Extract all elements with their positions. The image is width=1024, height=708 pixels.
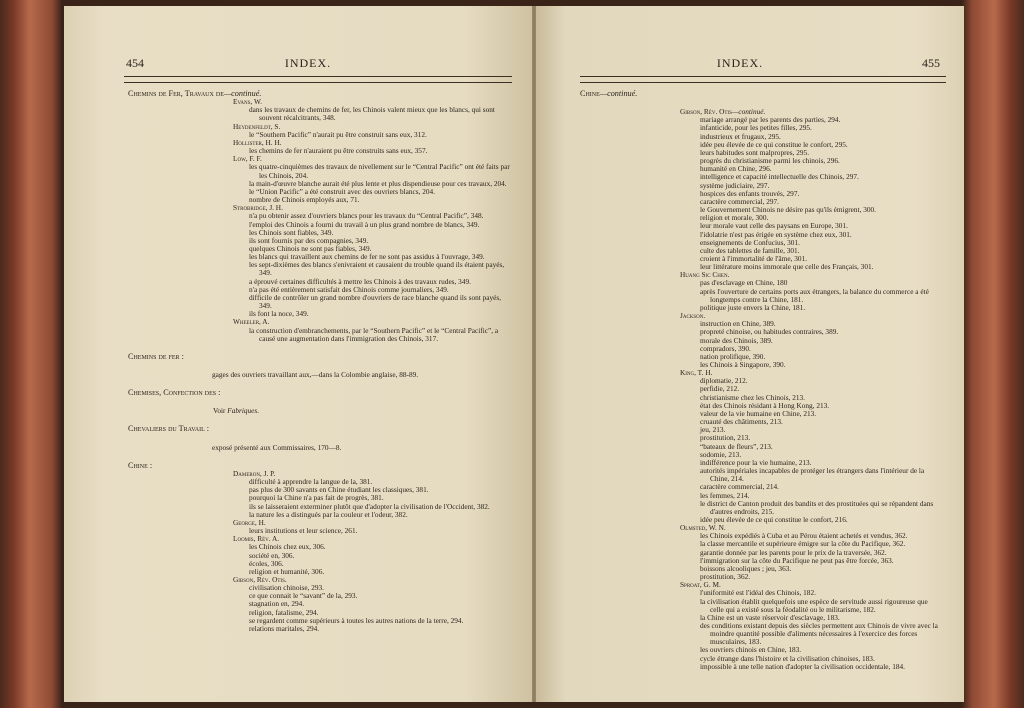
index-subentry: pourquoi la Chine n'a pas fait de progrès, 381. bbox=[249, 493, 384, 503]
index-subentry: a éprouvé certaines difficultés à mettre les Chinois à des travaux rudes, 349. bbox=[249, 276, 471, 286]
spacer bbox=[128, 397, 512, 407]
index-subentry: politique juste envers la Chine, 181. bbox=[700, 302, 806, 312]
index-subentry: propreté chinoise, ou habitudes contraires, 389. bbox=[700, 327, 839, 337]
index-subentry: leur morale vaut celle des paysans en Europe, 301. bbox=[700, 221, 848, 231]
index-entry-name: Jackson. bbox=[680, 311, 706, 321]
index-subentry: le “Union Pacific” a été construit avec des ouvriers blancs, 204. bbox=[249, 186, 436, 196]
entry-name-text: Gibson, Rév. Otis bbox=[680, 107, 732, 117]
index-subentry: relations maritales, 294. bbox=[249, 623, 320, 633]
index-subentry: se regardent comme supérieurs à toutes les autres nations de la terre, 294. bbox=[249, 615, 464, 625]
index-subentry: les chemins de fer n'auraient pu être construits sans eux, 357. bbox=[249, 146, 428, 156]
left-running-title: INDEX. bbox=[284, 56, 332, 70]
index-subentry: compradors, 390. bbox=[700, 343, 751, 353]
index-entry-name: Hollister, H. H. bbox=[233, 137, 282, 147]
index-subentry: perfidie, 212. bbox=[700, 384, 740, 394]
spacer bbox=[128, 452, 512, 462]
index-subentry: après l'ouverture de certains ports aux étrangers, la balance du commerce a été longtemps contre la Chine, 181. bbox=[700, 286, 929, 304]
index-subentry: caractère commercial, 214. bbox=[700, 482, 780, 492]
index-subentry: cycle étrange dans l'histoire et la civilisation chinoises, 183. bbox=[700, 653, 875, 663]
right-header-rule bbox=[580, 76, 946, 83]
index-subentry: quelques Chinois ne sont pas fiables, 349. bbox=[249, 243, 372, 253]
left-page bbox=[64, 6, 532, 702]
index-subentry: pas d'esclavage en Chine, 180 bbox=[700, 278, 788, 288]
index-subentry: l'emploi des Chinois a fourni du travail à un plus grand nombre de blancs, 349. bbox=[249, 219, 480, 229]
index-entry-name: Sproat, G. M. bbox=[680, 580, 721, 590]
index-subentry: la Chine est un vaste réservoir d'esclavage, 183. bbox=[700, 612, 840, 622]
index-subentry: les Chinois expédiés à Cuba et au Pérou étaient achetés et vendus, 362. bbox=[700, 531, 908, 541]
index-subentry: n'a pas été entièrement satisfait des Chinois comme journaliers, 349. bbox=[249, 284, 449, 294]
index-subentry: religion, fatalisme, 294. bbox=[249, 607, 319, 617]
index-entry-name: Wheeler, A. bbox=[233, 317, 270, 327]
index-subentry: les blancs qui travaillent aux chemins de fer ne sont pas assidus à l'ouvrage, 349. bbox=[249, 252, 485, 262]
index-subentry: valeur de la vie humaine en Chine, 213. bbox=[700, 408, 817, 418]
right-running-title: INDEX. bbox=[716, 56, 764, 70]
index-subentry: pas plus de 300 savants en Chine étudiant les classiques, 381. bbox=[249, 485, 429, 495]
index-subentry: société en, 306. bbox=[249, 550, 295, 560]
index-subentry: l'immigration sur la côte du Pacifique ne peut pas être forcée, 363. bbox=[700, 555, 894, 565]
index-subentry: instruction en Chine, 389. bbox=[700, 319, 776, 329]
index-subentry: christianisme chez les Chinois, 213. bbox=[700, 392, 805, 402]
index-subentry: intelligence et capacité intellectuelle des Chinois, 297. bbox=[700, 172, 859, 182]
index-subentry: progrès du christianisme parmi les chinois, 296. bbox=[700, 156, 840, 166]
index-section-heading bbox=[128, 353, 512, 361]
index-subentry: gages des ouvriers travaillant aux,—dans la Colombie anglaise, 88-89. bbox=[212, 370, 419, 379]
index-subentry: exposé présenté aux Commissaires, 170—8. bbox=[212, 442, 342, 452]
index-subentry: les Chinois à Singapore, 390. bbox=[700, 360, 786, 369]
index-subentry: dans les travaux de chemins de fer, les Chinois valent mieux que les blancs, qui sont souvent récalcitrants, 348. bbox=[249, 105, 495, 123]
index-subentry: l'idolatrie n'est pas érigée en système chez eux, 301. bbox=[700, 229, 852, 239]
index-subentry: ils font la noce, 349. bbox=[249, 309, 309, 319]
left-page-number: 454 bbox=[126, 56, 144, 70]
index-subentry: infanticide, pour les petites filles, 295. bbox=[700, 123, 812, 133]
index-subentry: industrieux et frugaux, 295. bbox=[700, 131, 781, 141]
section-heading-text: Chemises, Confection des : bbox=[128, 388, 221, 398]
index-subentry: humanité en Chine, 296. bbox=[700, 164, 772, 174]
index-section-heading bbox=[580, 90, 942, 98]
index-subentry: les Chinois chez eux, 306. bbox=[249, 542, 326, 552]
index-subentry: les Chinois sont fiables, 349. bbox=[249, 227, 334, 237]
index-subentry: autorités impériales incapables de protéger les étrangers dans l'intérieur de la Chine, 214. bbox=[700, 466, 925, 484]
index-subentry: la classe mercantile et supérieure émigre sur la côte du Pacifique, 362. bbox=[700, 539, 906, 549]
see-also-reference bbox=[128, 407, 512, 415]
index-subentry: enseignements de Confucius, 301. bbox=[700, 237, 800, 247]
index-subentry: mariage arrangé par les parents des parties, 294. bbox=[700, 115, 841, 125]
index-subentry: leur littérature moins immorale que celle des Français, 301. bbox=[700, 262, 874, 272]
index-subentry: caractère commercial, 297. bbox=[700, 196, 780, 206]
index-subentry: garantie donnée par les parents pour le prix de la traversée, 362. bbox=[700, 547, 887, 557]
index-subentry: prostitution, 362. bbox=[700, 572, 751, 582]
index-subentry: les femmes, 214. bbox=[700, 490, 750, 500]
index-subentry: difficulté à apprendre la langue de la, 381. bbox=[249, 477, 373, 487]
index-subentry: système judiciaire, 297. bbox=[700, 180, 770, 190]
index-subentry: la construction d'embranchements, par le “Southern Pacific” et le “Central Pacific”, a causé une augmentation dans l'immigration des Chinois, 317. bbox=[249, 325, 499, 343]
index-subentry: la main-d'œuvre blanche aurait été plus lente et plus dispendieuse pour ces travaux, 204. bbox=[249, 178, 507, 188]
index-subentry: idée peu élevée de ce qui constitue le confort, 216. bbox=[700, 514, 848, 524]
index-subentry: idée peu élevée de ce qui constitue le confort, 295. bbox=[700, 139, 848, 149]
index-subentry: religion et humanité, 306. bbox=[249, 566, 325, 576]
index-section-heading bbox=[128, 425, 512, 433]
index-subentry: prostitution, 213. bbox=[700, 433, 751, 443]
left-index-content bbox=[128, 90, 512, 633]
left-running-head bbox=[64, 56, 532, 72]
index-entry-name: Huang Sic Chen. bbox=[680, 270, 730, 280]
index-subentry: hospices des enfants trouvés, 297. bbox=[700, 188, 800, 198]
index-subentry: diplomatie, 212. bbox=[700, 376, 748, 386]
index-subentry: le “Southern Pacific” n'aurait pu être construit sans eux, 312. bbox=[249, 129, 427, 139]
index-subentry: nombre de Chinois employés aux, 71. bbox=[249, 195, 360, 205]
index-section-heading bbox=[128, 462, 512, 470]
index-subentry: la civilisation établit quelquefois une espèce de servitude aussi rigoureuse que celle qui a existé sous la féodalité ou le militarisme, 182. bbox=[700, 596, 928, 614]
index-subentry: ils se laisseraient exterminer plutôt que d'adopter la civilisation de l'Occident, 382. bbox=[249, 501, 490, 511]
entry-name-suffix: —continué. bbox=[731, 107, 766, 117]
index-subentry: indifférence pour la vie humaine, 213. bbox=[700, 457, 812, 467]
index-subentry: nation prolifique, 390. bbox=[700, 351, 766, 361]
index-subentry: cruauté des châtiments, 213. bbox=[700, 417, 783, 427]
index-subentry: impossible à une telle nation d'adopter la civilisation occidentale, 184. bbox=[700, 661, 905, 671]
section-heading-text: Chine : bbox=[128, 460, 153, 470]
index-subentry: culte des tablettes de famille, 301. bbox=[700, 245, 800, 255]
left-header-rule bbox=[124, 76, 512, 83]
right-index-content bbox=[580, 90, 942, 671]
index-entry-name: Olmsted, W. N. bbox=[680, 523, 726, 533]
section-heading-text: Chemins de fer : bbox=[128, 351, 184, 361]
index-section-heading bbox=[128, 389, 512, 397]
index-entry-name: Low, F. F. bbox=[233, 154, 262, 164]
index-subentry: le district de Canton produit des bandits et des prostituées qui se répandent dans d'autres endroits, 215. bbox=[700, 498, 934, 516]
index-subentry: boissons alcooliques ; jeu, 363. bbox=[700, 563, 792, 573]
index-subentry: n'a pu obtenir assez d'ouvriers blancs pour les travaux du “Central Pacific”, 348. bbox=[249, 211, 484, 221]
index-subentry: religion et morale, 300. bbox=[700, 213, 769, 223]
section-heading-text: Chine bbox=[580, 89, 600, 98]
section-heading-suffix: —continué. bbox=[223, 89, 262, 98]
index-subentry: morale des Chinois, 389. bbox=[700, 335, 773, 345]
index-entry-name: George, H. bbox=[233, 517, 266, 527]
see-also-prefix: Voir bbox=[213, 406, 228, 416]
index-subentry: l'uniformité est l'idéal des Chinois, 182. bbox=[700, 588, 816, 598]
index-entry-name: Strobridge, J. H. bbox=[233, 203, 283, 213]
index-subentry: difficile de contrôler un grand nombre d'ouvriers de race blanche quand ils sont payés, 349. bbox=[249, 292, 502, 311]
index-entry-name: Dameron, J. P. bbox=[233, 468, 276, 478]
right-page bbox=[536, 6, 964, 702]
index-subentry: des conditions existant depuis des siècles permettent aux Chinois de vivre avec la moindre quantité possible d'aliments nécessaires à l'exercice des forces musculaires, 183. bbox=[700, 621, 938, 647]
index-subentry: la nature les a distingués par la couleur et l'odeur, 382. bbox=[249, 509, 408, 519]
index-subentry: stagnation en, 294. bbox=[249, 599, 305, 609]
index-subentry: croient à l'immortalité de l'âme, 301. bbox=[700, 253, 807, 263]
index-subentry: le Gouvernement Chinois ne désire pas qu'ils émigrent, 300. bbox=[700, 205, 876, 215]
index-entry-name: Heydenfeldt, S. bbox=[233, 121, 281, 131]
index-entry-name: Loomis, Rév. A. bbox=[233, 534, 280, 544]
see-also-target: Fabriques. bbox=[227, 406, 260, 416]
index-entry-name: Evans, W. bbox=[233, 97, 262, 107]
index-subentry: “bateaux de fleurs”, 213. bbox=[700, 441, 773, 451]
index-section-heading bbox=[128, 90, 512, 98]
right-running-head bbox=[536, 56, 964, 72]
index-subentry: jeu, 213. bbox=[700, 425, 726, 435]
index-entry-name: King, T. H. bbox=[680, 368, 713, 378]
index-subentry: les ouvriers chinois en Chine, 183. bbox=[700, 645, 802, 655]
section-heading-text: Chevaliers du Travail : bbox=[128, 424, 210, 434]
index-subentry: civilisation chinoise, 293. bbox=[249, 583, 324, 593]
index-subentry: leurs habitudes sont malpropres, 295. bbox=[700, 147, 810, 157]
index-subentry: écoles, 306. bbox=[249, 558, 284, 568]
spacer bbox=[128, 343, 512, 353]
index-entry-name: Gibson, Rév. Otis. bbox=[233, 574, 287, 584]
index-subentry: les sept-dixièmes des blancs s'enivraient et causaient du trouble quand ils étaient payés, 349. bbox=[249, 260, 505, 278]
index-subentry: ils sont fournis par des compagnies, 349. bbox=[249, 235, 369, 245]
right-page-number: 455 bbox=[922, 56, 940, 70]
index-subentry: état des Chinois résidant à Hong Kong, 213. bbox=[700, 400, 830, 410]
index-subentry: leurs institutions et leur science, 261. bbox=[249, 526, 358, 536]
section-heading-suffix: —continué. bbox=[599, 89, 638, 98]
index-subentry: sodomie, 213. bbox=[700, 449, 742, 459]
index-subentry: les quatre-cinquièmes des travaux de nivellement sur le “Central Pacific” ont été faits par les Chinois, 204. bbox=[249, 162, 510, 180]
index-subentry: ce que connait le “savant” de la, 293. bbox=[249, 591, 358, 601]
section-heading-text: Chemins de Fer, Travaux de bbox=[128, 89, 224, 98]
